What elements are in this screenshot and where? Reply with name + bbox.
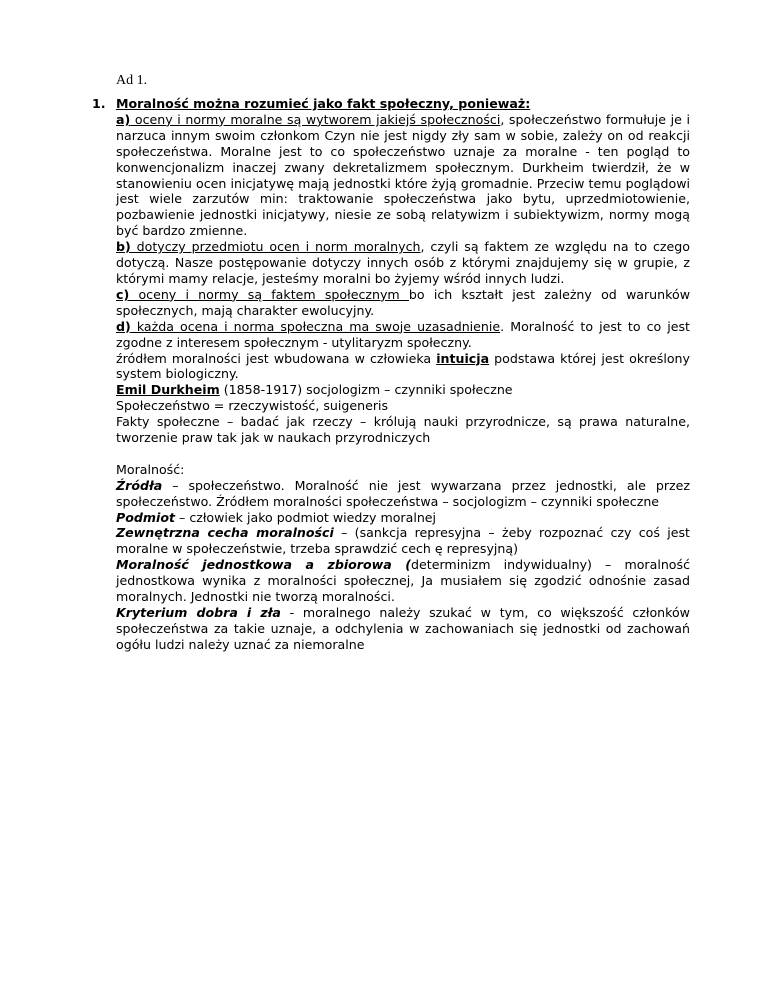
durkheim-text: (1858-1917) socjologizm – czynniki społeczne <box>219 382 513 398</box>
intuition-key: intuicja <box>436 350 490 366</box>
section-b-label: b) <box>116 239 131 255</box>
document-body <box>92 96 690 653</box>
section-a-label: a) <box>116 111 131 127</box>
list-number: 1. <box>92 96 106 111</box>
society-line: Społeczeństwo = rzeczywistość, suigeneris <box>116 398 389 414</box>
section-d-underlined: każda ocena i norma społeczna ma swoje uzasadnienie <box>130 318 501 334</box>
individual-text: determinizm indywidualny) – moralność jednostkowa wynika z moralności społecznej, Ja musiałem się zgodzić odnośnie zasad moralnych. Jednostki nie tworzą moralności. <box>116 557 690 605</box>
sources-text: – społeczeństwo. Moralność nie jest wywarzana przez jednostki, ale przez społeczeństwo. Źródłem moralności społeczeństwa – socjologizm – czynniki społeczne <box>116 477 690 509</box>
ad-label: Ad 1. <box>116 73 148 88</box>
section-c <box>116 287 690 319</box>
section-a <box>116 112 690 239</box>
facts-line: Fakty społeczne – badać jak rzeczy – królują nauki przyrodnicze, są prawa naturalne, tworzenie praw tak jak w naukach przyrodniczych <box>116 414 690 446</box>
blank-line <box>116 446 690 462</box>
external-text: – (sankcja represyjna – żeby rozpoznać czy coś jest moralne w społeczeństwie, trzeba sprawdzić cech ę represyjną) <box>116 525 690 557</box>
section-a-text: , społeczeństwo formułuje je i narzuca innym swoim członkom Czyn nie jest nigdy zły sam w sobie, zależy on od reakcji społeczeństwa. Moralne jest to co społeczeństwo uznaje za moralne - ten pogląd to konwencjonalizm inaczej zwany dekretalizmem społecznym. Durkheim twierdził, że w stanowieniu ocen inicjatywę mają jednostki które żyją gromadnie. Przeciw temu poglądowi jest wiele zarzutów min: traktowanie społeczeństwa jako bytu, uprzedmiotowienie, pozbawienie jednostki inicjatywy, niesie ze sobą relatywizm i subiektywizm, normy mogą być bardzo zmienne. <box>116 111 690 239</box>
section-b-text: , czyli są faktem ze względu na to czego dotyczą. Nasze postępowanie dotyczy innych osób z którymi znajdujemy się w grupie, z którymi mamy relacje, jesteśmy moralni bo żyjemy wśród innych ludzi. <box>116 239 690 286</box>
heading <box>116 96 690 112</box>
section-b <box>116 239 690 287</box>
subject-text: – człowiek jako podmiot wiedzy moralnej <box>175 509 437 525</box>
criterion-paragraph <box>116 605 690 653</box>
external-paragraph <box>116 525 690 557</box>
sources-paragraph <box>116 478 690 510</box>
individual-term: Moralność jednostkowa a zbiorowa ( <box>116 557 412 573</box>
section-c-label: c) <box>116 286 130 302</box>
section-d-label: d) <box>116 318 131 334</box>
intuition-after: podstawa której jest określony system biologiczny. <box>116 350 690 382</box>
durkheim-line <box>116 382 690 398</box>
intuition-before: źródłem moralności jest wbudowana w człowieka <box>116 350 437 366</box>
external-term: Zewnętrzna cecha moralności <box>116 525 334 541</box>
criterion-term: Kryterium dobra i zła <box>116 604 281 620</box>
section-a-underlined: oceny i normy moralne są wytworem jakiejś społeczności <box>130 111 501 127</box>
subject-paragraph <box>116 510 690 526</box>
heading-text: Moralność można rozumieć jako fakt społeczny, ponieważ: <box>116 96 531 111</box>
sources-term: Źródła <box>116 477 163 493</box>
section-c-underlined: oceny i normy są faktem społecznym <box>129 286 409 302</box>
section-c-text: bo ich kształt jest zależny od warunków społecznych, mają charakter ewolucyjny. <box>116 286 690 318</box>
section-d <box>116 319 690 351</box>
intuition-paragraph <box>116 351 690 383</box>
durkheim-name: Emil Durkheim <box>116 382 220 398</box>
subject-term: Podmiot <box>116 509 176 525</box>
section-b-underlined: dotyczy przedmiotu ocen i norm moralnych <box>130 239 421 255</box>
section-d-text: . Moralność to jest to co jest zgodne z interesem społecznym - utylitaryzm społeczny. <box>116 318 690 350</box>
morality-heading: Moralność: <box>116 461 185 477</box>
criterion-text: - moralnego należy szukać w tym, co większość członków społeczeństwa za takie uznaje, a odchylenia w zachowaniach się jednostki od zachowań ogółu ludzi należy uznać za niemoralne <box>116 604 690 652</box>
individual-paragraph <box>116 557 690 605</box>
